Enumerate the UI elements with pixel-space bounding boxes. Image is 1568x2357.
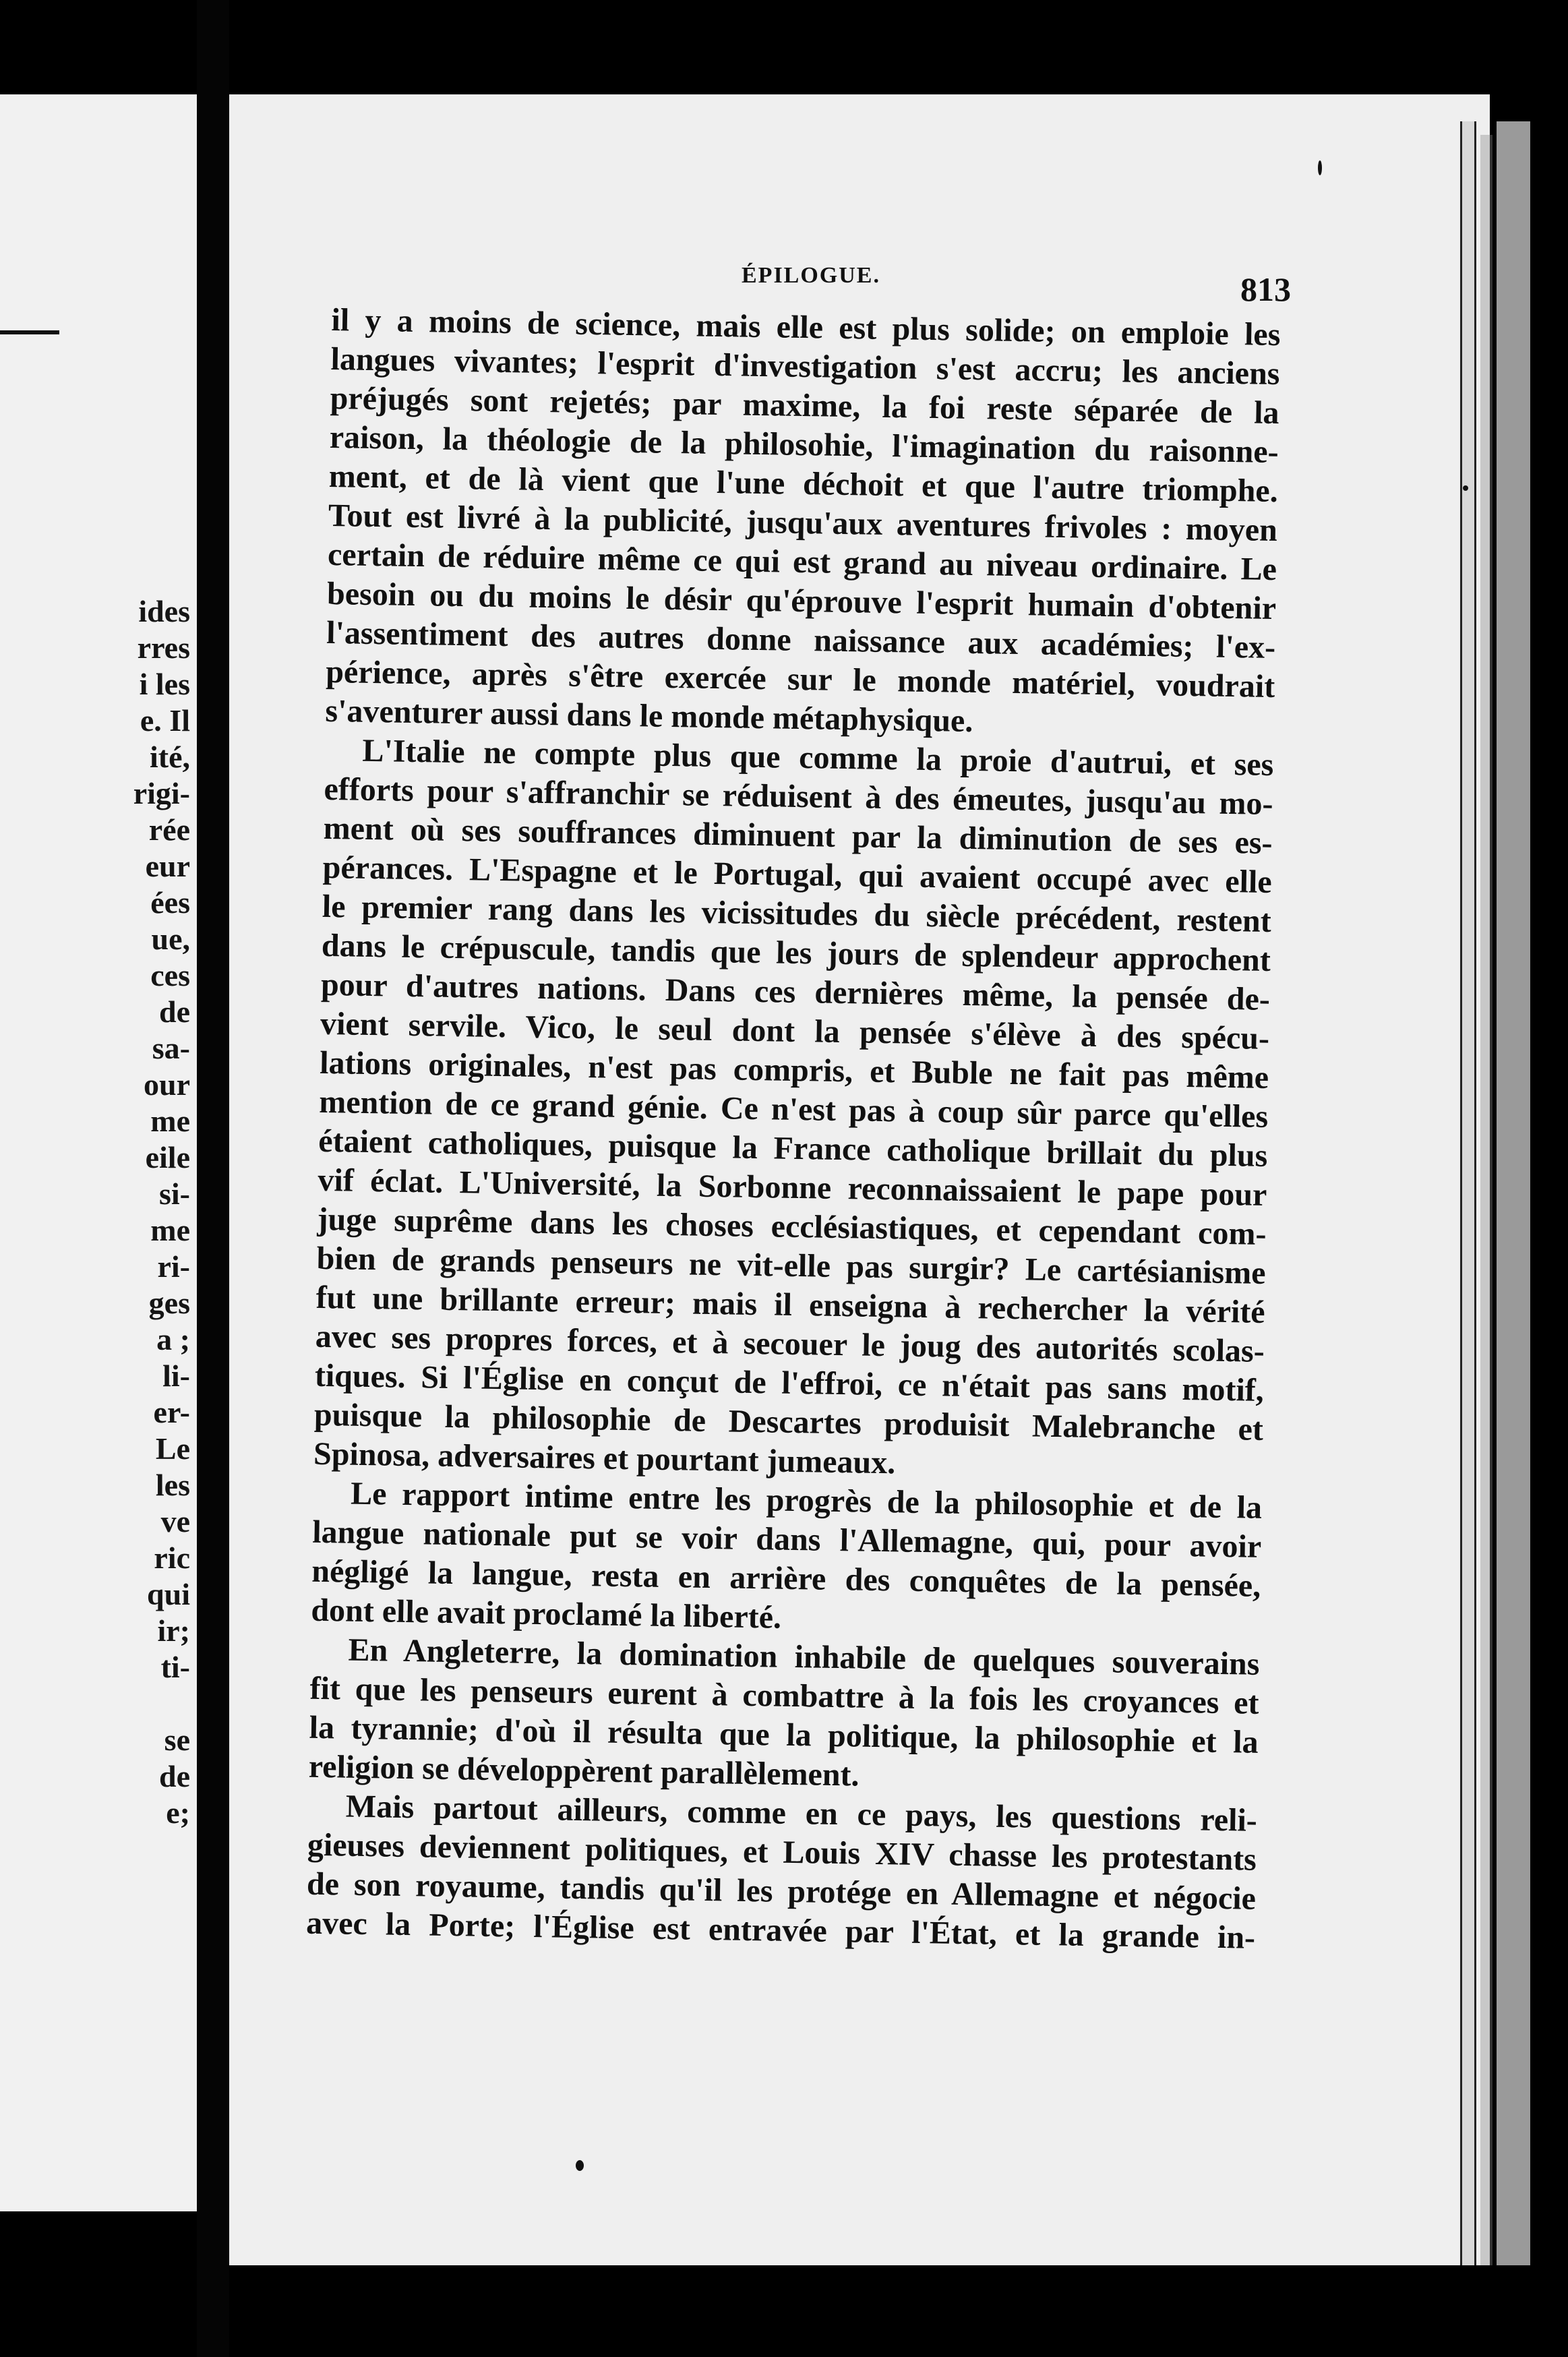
book-gutter [197, 0, 229, 2357]
ink-speck-margin [1463, 485, 1468, 491]
text-line: L'Italie ne compte plus que comme la proie d'autrui, et ses [362, 732, 1274, 783]
text-line: langue nationale put se voir dans l'Allemagne, qui, pour avoir [311, 1514, 1262, 1565]
page-number: 813 [1240, 270, 1291, 308]
text-line: la tyrannie; d'où il résulta que la politique, la philosophie et la [309, 1709, 1259, 1760]
facing-page-fragment: ges [148, 1286, 190, 1320]
facing-page-fragment: si- [159, 1176, 190, 1211]
facing-page-fragment: ces [150, 958, 190, 992]
text-line: besoin ou du moins le désir qu'éprouve l'esprit humain d'obtenir [326, 575, 1277, 627]
facing-page-fragment: ri- [157, 1249, 190, 1284]
text-line: ment, et de là vient que l'une déchoit et que l'autre triomphe. [328, 458, 1279, 510]
facing-page-fragment: qui [147, 1577, 190, 1611]
text-line: tiques. Si l'Église en conçut de l'effroi, ce n'était pas sans motif, [314, 1357, 1265, 1408]
text-line: Spinosa, adversaires et pourtant jumeaux. [313, 1435, 896, 1481]
text-line: Mais partout ailleurs, comme en ce pays, les questions reli- [345, 1788, 1258, 1839]
facing-page-fragment: ides [138, 594, 190, 628]
text-line: de son royaume, tandis qu'il les protége en Allemagne et négocie [306, 1866, 1257, 1917]
facing-page-fragment: me [150, 1104, 190, 1138]
text-line: lations originales, n'est pas compris, et Buble ne fait pas même [319, 1044, 1269, 1096]
text-line: avec la Porte; l'Église est entravée par l'État, et la grande in- [305, 1905, 1256, 1956]
facing-page-fragment: i les [139, 667, 190, 701]
facing-page-fragment [15, 1685, 190, 1722]
facing-page-fragment: rres [137, 630, 190, 665]
text-line: langues vivantes; l'esprit d'investigation s'est accru; les anciens [330, 340, 1280, 392]
facing-page-text-fragments [15, 593, 190, 1831]
ink-speck-bottom [576, 2160, 584, 2171]
facing-page-fragment: e; [166, 1795, 190, 1830]
text-line: l'assentiment des autres donne naissance aux académies; l'ex- [326, 614, 1276, 666]
text-line: raison, la théologie de la philosohie, l'imagination du raisonne- [329, 419, 1279, 471]
running-head: ÉPILOGUE. [742, 263, 880, 288]
facing-page-fragment: ue, [151, 922, 190, 956]
text-line: fut une brillante erreur; mais il enseigna à rechercher la vérité [315, 1279, 1266, 1330]
facing-page-fragment: rée [148, 812, 190, 847]
text-line: bien de grands penseurs ne vit-elle pas surgir? Le cartésianisme [316, 1240, 1266, 1291]
text-line: vif éclat. L'Université, la Sorbonne reconnaissaient le pape pour [318, 1162, 1267, 1213]
facing-page-fragment: ti- [160, 1650, 190, 1684]
text-line: efforts pour s'affranchir se réduisent à des émeutes, jusqu'au mo- [324, 771, 1273, 823]
text-line: s'aventurer aussi dans le monde métaphysique. [325, 692, 973, 740]
text-line: juge suprême dans les choses ecclésiastiques, et cependant com- [317, 1201, 1267, 1252]
text-line: pour d'autres nations. Dans ces dernières même, la pensée de- [320, 966, 1271, 1017]
facing-page-fragment: e. Il [140, 703, 190, 738]
text-line: fit que les penseurs eurent à combattre à la fois les croyances et [309, 1670, 1259, 1721]
facing-page [0, 94, 197, 2211]
text-line: Tout est livré à la publicité, jusqu'aux aventures frivoles : moyen [328, 497, 1278, 549]
text-line: étaient catholiques, puisque la France catholique brillait du plus [318, 1123, 1268, 1174]
facing-page-fragment: se [164, 1723, 190, 1757]
text-line: dans le crépuscule, tandis que les jours de splendeur approchent [321, 927, 1271, 978]
facing-page-fragment: er- [153, 1395, 190, 1429]
text-line: religion se développèrent parallèlement. [308, 1748, 860, 1793]
text-line: négligé la langue, resta en arrière des conquêtes de la pensée, [311, 1553, 1261, 1604]
text-line: gieuses deviennent politiques, et Louis XIV chasse les protestants [307, 1826, 1257, 1878]
page-edge-inner [1460, 121, 1476, 2265]
facing-page-fragment: eile [145, 1140, 190, 1174]
text-line: périence, après s'être exercée sur le monde matériel, voudrait [325, 653, 1275, 705]
facing-page-fragment: Le [155, 1431, 190, 1466]
facing-page-fragment: sa- [152, 1031, 190, 1065]
text-line: En Angleterre, la domination inhabile de quelques souverains [348, 1632, 1260, 1682]
text-line: préjugés sont rejetés; par maxime, la foi reste séparée de la [330, 380, 1279, 431]
text-line: vient servile. Vico, le seul dont la pensée s'élève à des spécu- [320, 1005, 1270, 1056]
facing-page-fragment: li- [162, 1359, 190, 1393]
facing-page-fragment: rigi- [133, 776, 190, 810]
text-line: pérances. L'Espagne et le Portugal, qui avaient occupé avec elle [322, 849, 1273, 901]
facing-page-fragment: eur [145, 849, 190, 883]
text-line: avec ses propres forces, et à secouer le joug des autorités scolas- [315, 1318, 1265, 1369]
facing-page-fragment: de [159, 994, 190, 1029]
facing-page-fragment: ées [150, 885, 190, 920]
facing-page-rule [0, 330, 59, 334]
facing-page-fragment: ir; [157, 1613, 190, 1648]
facing-page-fragment: ve [160, 1504, 190, 1539]
facing-page-fragment: les [155, 1468, 190, 1502]
page-body-text [306, 301, 1281, 1958]
facing-page-fragment: a ; [156, 1322, 190, 1356]
text-line: ment où ses souffrances diminuent par la diminution de ses es- [323, 810, 1273, 862]
facing-page-fragment: our [144, 1067, 190, 1102]
facing-page-fragment: de [159, 1759, 190, 1793]
ink-speck-top [1318, 160, 1322, 175]
text-line: Le rapport intime entre les progrès de la philosophie et de la [350, 1475, 1263, 1526]
page-stack-edge [1497, 121, 1530, 2265]
text-line: mention de ce grand génie. Ce n'est pas à coup sûr parce qu'elles [318, 1083, 1269, 1135]
page-edge-outer [1480, 135, 1492, 2265]
text-line: le premier rang dans les vicissitudes du siècle précédent, restent [322, 888, 1272, 940]
facing-page-fragment: me [150, 1213, 190, 1247]
text-line: puisque la philosophie de Descartes produisit Malebranche et [313, 1396, 1264, 1448]
facing-page-fragment: ité, [149, 740, 190, 774]
text-line: il y a moins de science, mais elle est plus solide; on emploie les [331, 301, 1281, 353]
text-line: dont elle avait proclamé la liberté. [311, 1592, 782, 1636]
facing-page-fragment: ric [154, 1541, 190, 1575]
text-line: certain de réduire même ce qui est grand au niveau ordinaire. Le [327, 536, 1277, 588]
